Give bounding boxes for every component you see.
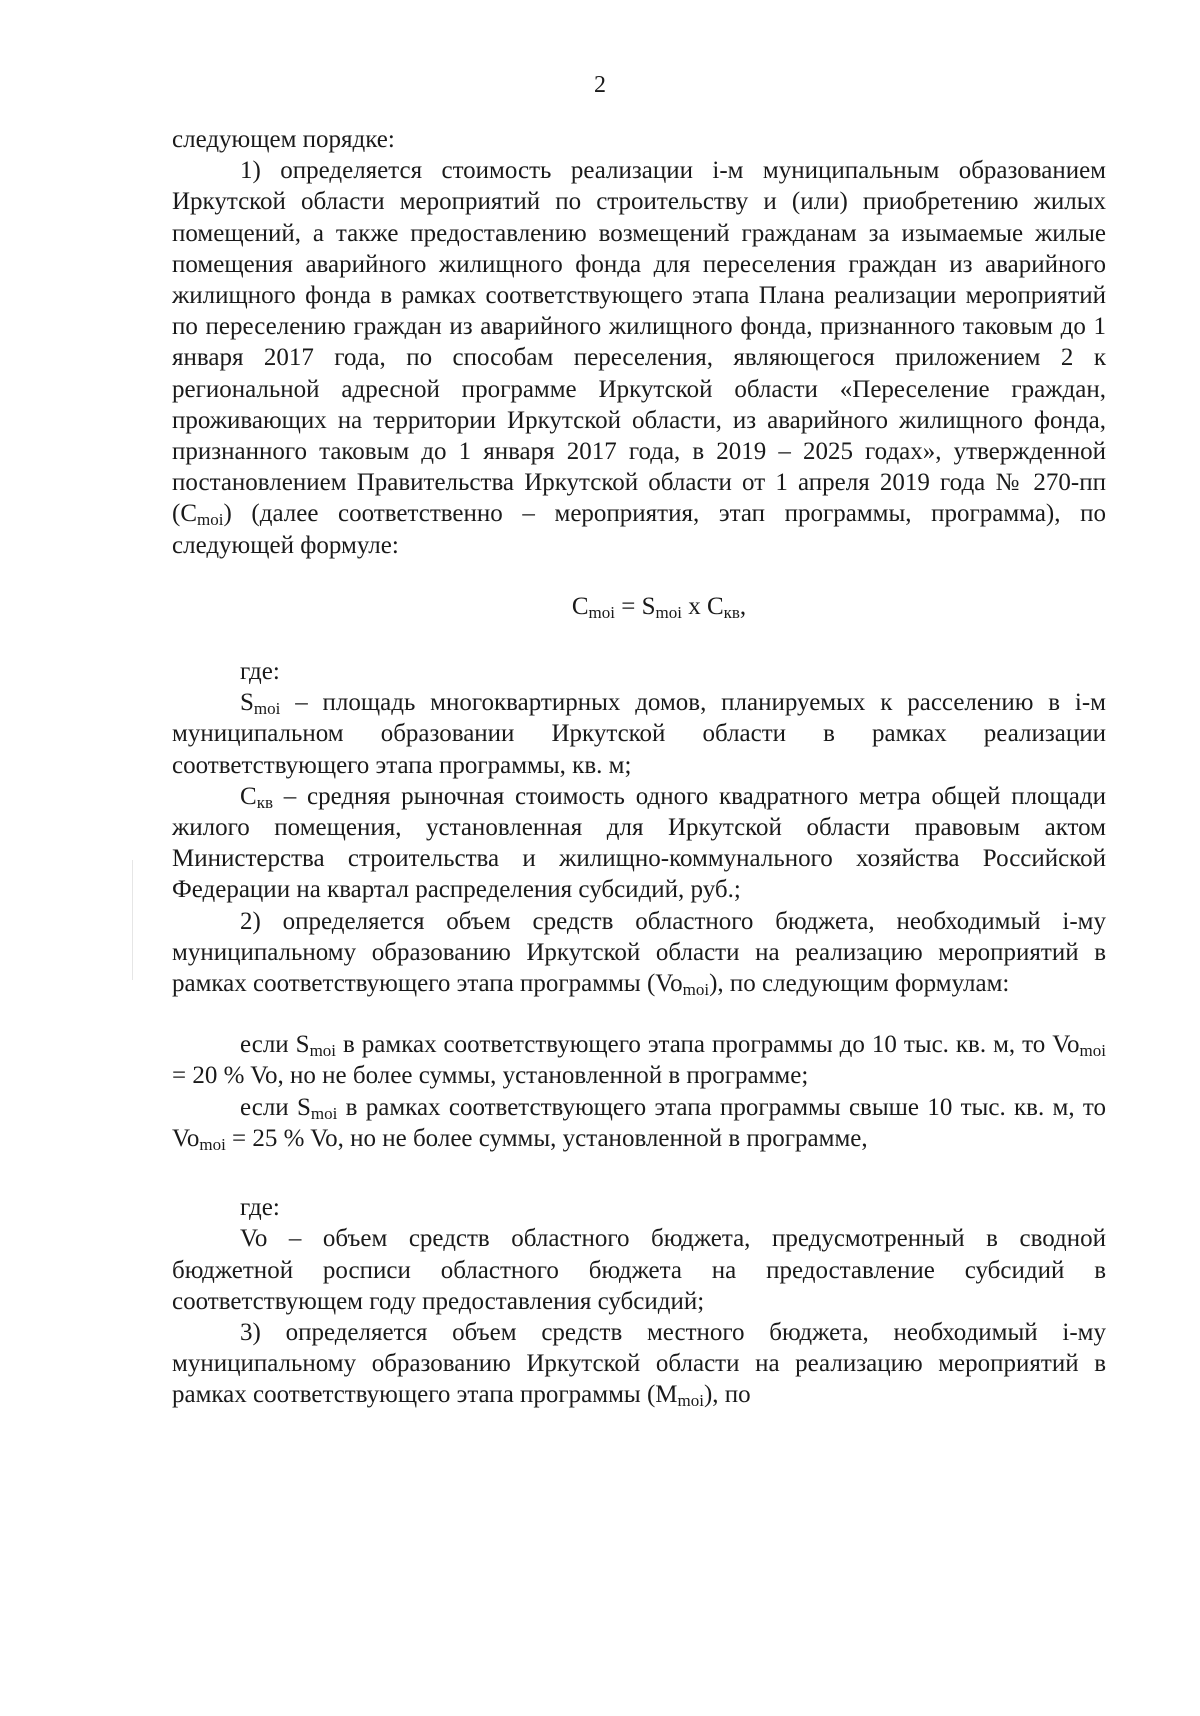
definition-smoi-subscript: moi [253,699,281,719]
item-3-text-end: ), по [703,1381,751,1409]
definition-smoi-text: – площадь многоквартирных домов, планируемых к расселению в i-м муниципальном образовании Иркутской области в рамках реализации соответствующего этапа программы, кв. м; [172,689,1106,779]
item-1-text: 1) определяется стоимость реализации i-м муниципальным образованием Иркутской области мероприятий по строительству и (или) приобретению жилых помещений, а также предоставлению возмещений гражданам за изымаемые жилые помещения аварийного жилищного фонда для переселения граждан из аварийного жилищного фонда в рамках соответствующего этапа Плана реализации мероприятий по переселению граждан из аварийного жилищного фонда, признанного таковым до 1 января 2017 года, по способам переселения, являющегося приложением 2 к региональной адресной программе Иркутской области «Переселение граждан, проживающих на территории Иркутской области, из аварийного жилищного фонда, признанного таковым до 1 января 2017 года, в 2019 – 2025 годах», утвержденной постановлением Правительства Иркутской области от 1 апреля 2019 года № 270-пп (C [172,157,1106,528]
condition-2-part-b: в рамках соответствующего этапа программы свыше 10 тыс. кв. м, то Vo [172,1093,1107,1152]
item-3-paragraph [172,1317,1106,1411]
condition-2-sub-a: moi [310,1103,338,1123]
scan-margin-mark [132,860,133,980]
formula-c: C [571,592,589,620]
intro-line: следующем порядке: [172,126,395,153]
definition-ckv-symbol: C [240,782,257,810]
item-2-text: 2) определяется объем средств областного бюджета, необходимый i-му муниципальному образованию Иркутской области на реализацию мероприятий в рамках соответствующего этапа программы (Vo [172,907,1106,998]
item-3-text: 3) определяется объем средств местного бюджета, необходимый i-му муниципальному образованию Иркутской области на реализацию мероприятий в рамках соответствующего этапа программы (M [172,1318,1106,1409]
formula-times-c: x C [681,592,724,620]
page-number: 2 [594,72,606,98]
formula-cmoi [172,591,1106,622]
condition-1-part-c: = 20 % Vo, но не более суммы, установленной в программе; [172,1062,809,1090]
where-label-1: где: [240,658,280,686]
condition-1-sub-b: moi [1079,1041,1106,1061]
document-body [172,124,1106,1411]
condition-1-sub-a: moi [309,1041,337,1061]
formula-ckv-subscript: кв [723,602,740,622]
formula-end: , [739,592,747,620]
formula-c-subscript: moi [588,602,615,622]
formula-s-subscript: moi [655,602,682,622]
definition-smoi [172,687,1106,781]
item-3-subscript: moi [677,1391,704,1411]
definition-ckv-subscript: кв [256,792,273,812]
where-label-2: где: [240,1194,280,1222]
item-2-subscript: moi [682,980,710,1000]
definition-ckv-text: – средняя рыночная стоимость одного квадратного метра общей площади жилого помещения, установленная для Иркутской области правовым актом Министерства строительства и жилищно-коммунального хозяйства Российской Федерации на квартал распределения субсидий, руб.; [172,782,1106,904]
item-1-paragraph [172,155,1106,561]
item-1-text-end: ) (далее соответственно – мероприятия, этап программы, программа), по следующей формуле: [172,500,1106,559]
definition-ckv [172,781,1106,906]
item-1-subscript: moi [197,510,224,530]
definition-vo: Vo – объем средств областного бюджета, предусмотренный в сводной бюджетной росписи областного бюджета на предоставление субсидий в соответствующем году предоставления субсидий; [172,1225,1106,1315]
condition-2 [172,1092,1106,1154]
condition-2-part-c: = 25 % Vo, но не более суммы, установленной в программе, [225,1124,868,1152]
formula-eq-s: = S [614,592,656,620]
condition-1 [172,1029,1106,1091]
item-2-text-end: ), по следующим формулам: [709,970,1010,998]
condition-1-part-b: в рамках соответствующего этапа программы до 10 тыс. кв. м, то Vo [336,1031,1080,1059]
item-2-paragraph [172,906,1106,1000]
definition-smoi-symbol: S [240,689,254,717]
condition-2-sub-b: moi [199,1134,226,1154]
condition-2-part-a: если S [240,1093,311,1121]
condition-1-part-a: если S [240,1031,310,1059]
